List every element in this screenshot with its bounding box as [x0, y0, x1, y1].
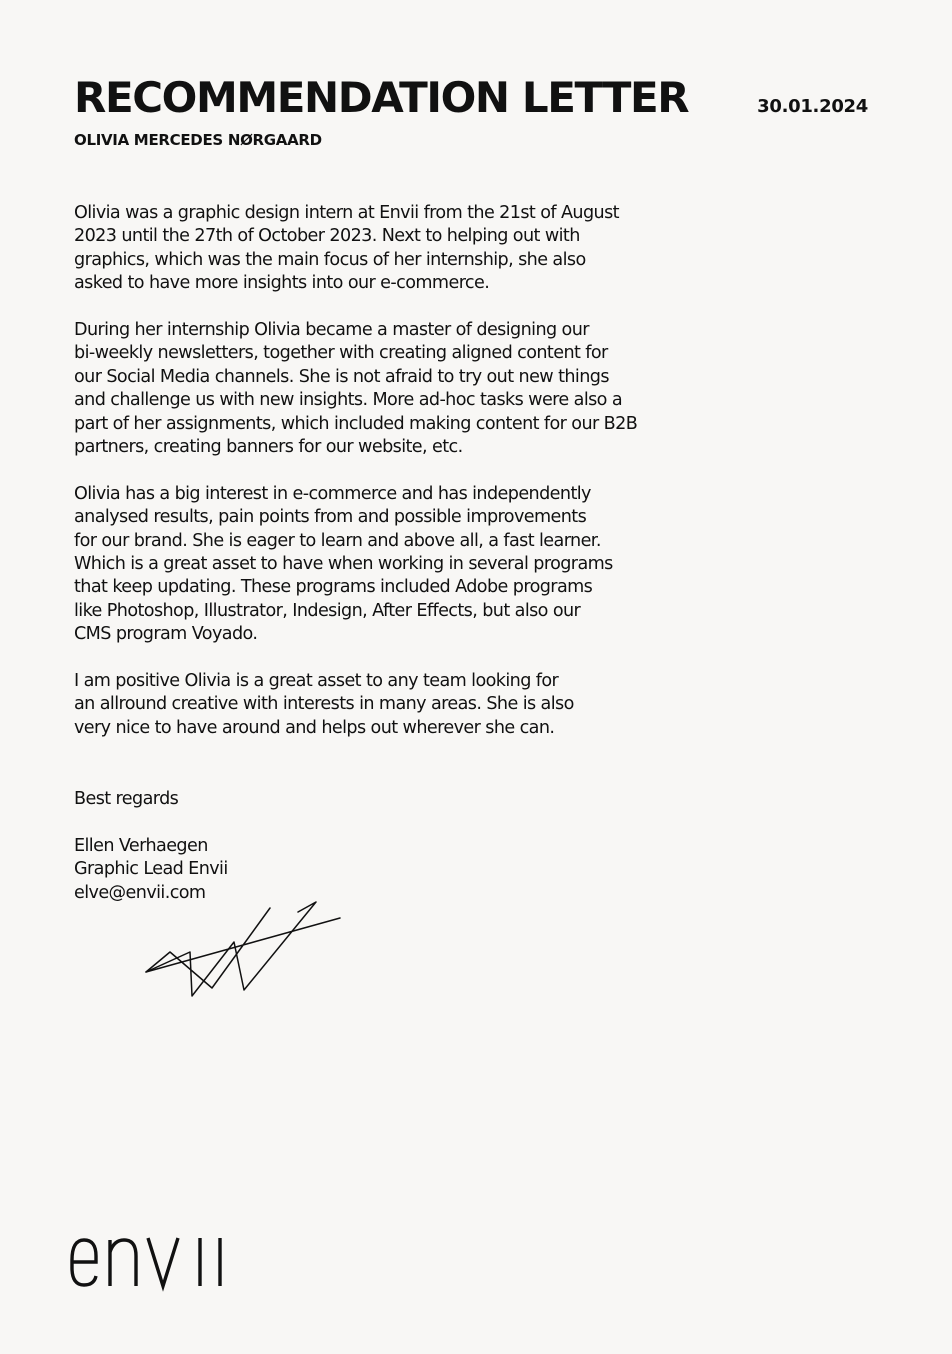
text-line: analysed results, pain points from and possible improvements: [74, 507, 587, 528]
text-line: like Photoshop, Illustrator, Indesign, After Effects, but also our: [74, 600, 581, 621]
paragraph-3: [74, 483, 674, 647]
paragraph-2: [74, 319, 674, 459]
text-line: I am positive Olivia is a great asset to any team looking for: [74, 671, 559, 692]
envii-logo-icon: [66, 1230, 230, 1294]
text-line: our Social Media channels. She is not afraid to try out new things: [74, 366, 609, 387]
text-line: graphics, which was the main focus of her internship, she also: [74, 249, 586, 270]
signature-icon: [138, 894, 348, 1004]
letter-title: RECOMMENDATION LETTER: [74, 73, 689, 122]
paragraph-4: [74, 670, 674, 740]
text-line: Olivia has a big interest in e-commerce and has independently: [74, 483, 591, 504]
text-line: partners, creating banners for our website, etc.: [74, 437, 463, 458]
text-line: very nice to have around and helps out wherever she can.: [74, 717, 555, 738]
signer-email: elve@envii.com: [74, 882, 206, 903]
text-line: Which is a great asset to have when working in several programs: [74, 554, 613, 575]
paragraph-1: [74, 202, 674, 296]
subject-name: OLIVIA MERCEDES NØRGAARD: [74, 131, 322, 149]
closing-salutation: Best regards: [74, 789, 179, 809]
text-line: Olivia was a graphic design intern at Envii from the 21st of August: [74, 203, 619, 223]
text-line: During her internship Olivia became a master of designing our: [74, 320, 589, 341]
letter-date: 30.01.2024: [757, 96, 868, 117]
signer-role: Graphic Lead Envii: [74, 859, 228, 880]
letter-body: [74, 202, 674, 764]
signer-name: Ellen Verhaegen: [74, 836, 208, 856]
text-line: part of her assignments, which included making content for our B2B: [74, 413, 638, 434]
text-line: CMS program Voyado.: [74, 624, 258, 645]
text-line: for our brand. She is eager to learn and above all, a fast learner.: [74, 530, 601, 551]
text-line: bi-weekly newsletters, together with creating aligned content for: [74, 343, 608, 364]
text-line: that keep updating. These programs included Adobe programs: [74, 577, 593, 598]
text-line: asked to have more insights into our e-commerce.: [74, 273, 490, 294]
text-line: an allround creative with interests in many areas. She is also: [74, 694, 574, 715]
text-line: and challenge us with new insights. More ad-hoc tasks were also a: [74, 390, 623, 411]
text-line: 2023 until the 27th of October 2023. Next to helping out with: [74, 226, 580, 247]
